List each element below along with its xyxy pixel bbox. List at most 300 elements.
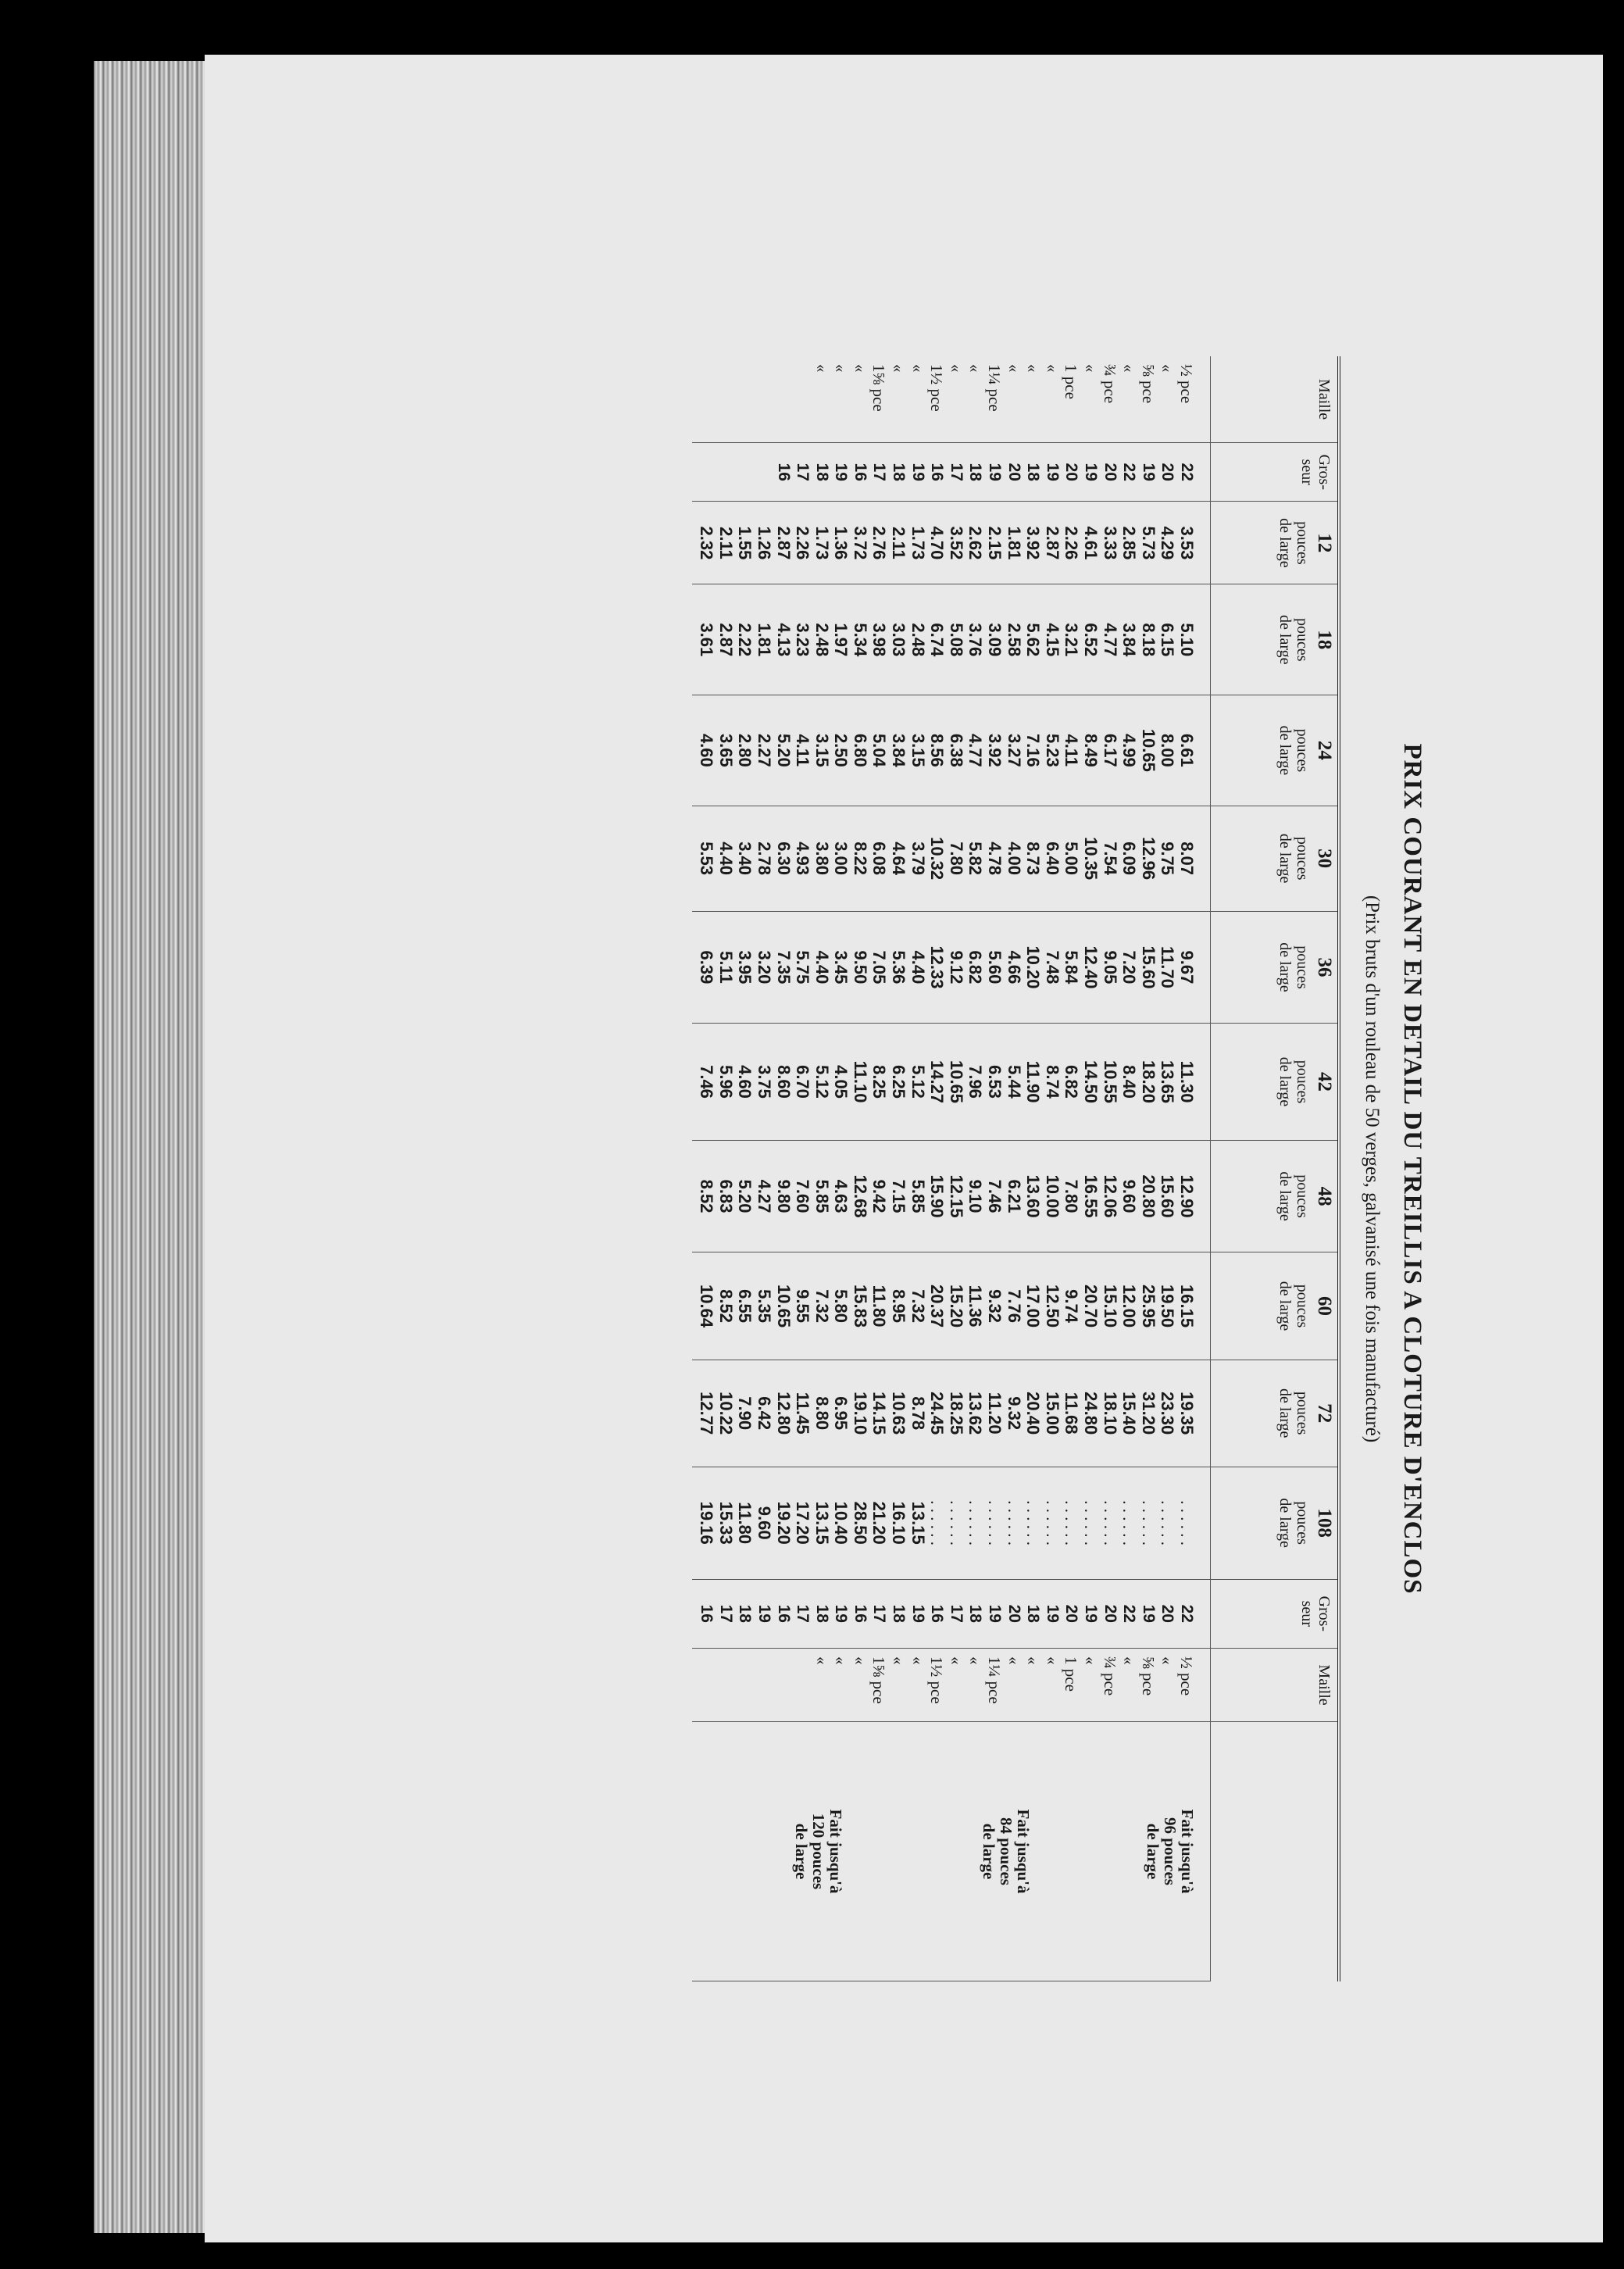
price-cell: . . . . . .: [1062, 1500, 1081, 1546]
price-cell: 5.10: [1177, 623, 1197, 657]
price-cell: 12.50: [1042, 1285, 1062, 1328]
price-cell: 2.26: [793, 526, 813, 560]
price-cell: 19.35: [1177, 1392, 1197, 1435]
price-cell: 20.70: [1081, 1285, 1101, 1328]
price-cell: 4.77: [965, 733, 986, 767]
price-cell: 8.95: [889, 1289, 909, 1323]
price-cell: 4.29: [1158, 526, 1178, 560]
price-cell: 9.10: [965, 1179, 986, 1213]
price-cell: 15.90: [927, 1174, 948, 1218]
price-cell: 5.82: [965, 841, 986, 876]
price-cell: 28.50: [850, 1501, 870, 1545]
price-cell: 2.32: [697, 526, 717, 560]
price-cell: 9.05: [1100, 950, 1120, 984]
price-cell: 3.92: [985, 733, 1005, 767]
header-grosseur: Gros- seur: [1211, 443, 1340, 502]
gauge-cell: 17: [794, 463, 812, 481]
price-cell: . . . . . .: [946, 1500, 965, 1546]
header-maille-right: Maille: [1211, 1649, 1340, 1722]
price-cell: 9.50: [850, 950, 870, 984]
price-cell: 3.03: [889, 623, 909, 657]
price-cell: 7.32: [908, 1289, 928, 1323]
price-cell: 6.38: [946, 733, 966, 767]
price-cell: 8.52: [716, 1289, 736, 1323]
mesh-cell: ½ pce: [1177, 1656, 1196, 1696]
header-width-12: [1211, 502, 1340, 584]
price-cell: 5.73: [1138, 526, 1158, 560]
price-cell: 18.10: [1100, 1392, 1120, 1435]
mesh-cell: «: [1023, 364, 1043, 373]
price-cell: 2.80: [735, 733, 755, 767]
header-width-number: 24: [1314, 740, 1335, 760]
header-width-label: pouces de large: [1276, 1498, 1311, 1548]
price-cell: 9.60: [1119, 1179, 1140, 1213]
price-cell: 7.05: [869, 950, 890, 984]
gauge-cell: 20: [1158, 463, 1177, 481]
price-cell: 8.60: [773, 1065, 794, 1099]
price-cell: 15.40: [1119, 1392, 1140, 1435]
mesh-cell: «: [1158, 1656, 1177, 1665]
gauge-cell: 19: [908, 1604, 927, 1623]
price-cell: 6.21: [1004, 1179, 1024, 1213]
price-column-108: [692, 1467, 1211, 1579]
gauge-cell: 18: [890, 1604, 908, 1623]
price-cell: 1.73: [812, 526, 832, 560]
price-cell: 6.42: [754, 1396, 774, 1431]
book-page-edges: [94, 61, 211, 2233]
mesh-cell: «: [1119, 364, 1139, 373]
price-cell: 9.12: [946, 950, 966, 984]
price-cell: 11.36: [965, 1285, 986, 1327]
price-cell: 6.82: [965, 950, 986, 984]
price-cell: 14.15: [869, 1392, 890, 1435]
price-cell: 13.15: [908, 1501, 928, 1545]
mesh-cell: «: [965, 1656, 985, 1665]
price-cell: 12.77: [697, 1392, 717, 1435]
price-cell: 7.80: [946, 841, 966, 876]
price-cell: 9.74: [1062, 1289, 1082, 1323]
header-maille: Maille: [1211, 356, 1340, 443]
mesh-cell: 1 pce: [1062, 1656, 1081, 1692]
price-cell: 13.15: [812, 1501, 832, 1545]
price-cell: 12.80: [773, 1392, 794, 1435]
price-cell: 8.25: [869, 1065, 890, 1099]
gauge-cell: 19: [986, 463, 1005, 481]
mesh-cell: 1⅝ pce: [869, 364, 889, 412]
price-cell: 31.20: [1138, 1392, 1158, 1435]
price-cell: 5.04: [869, 733, 890, 767]
gauge-cell: 17: [870, 463, 889, 481]
mesh-cell: «: [1081, 1656, 1101, 1665]
header-width-label: pouces de large: [1276, 1388, 1311, 1438]
price-cell: 11.80: [869, 1285, 890, 1327]
header-width-label: pouces de large: [1276, 518, 1311, 568]
mesh-cell: «: [812, 1656, 831, 1665]
mesh-cell: «: [812, 364, 831, 373]
price-cell: 3.00: [831, 841, 851, 876]
price-cell: . . . . . .: [1042, 1500, 1062, 1546]
price-cell: 6.53: [985, 1065, 1005, 1099]
price-column-18: [692, 584, 1211, 695]
mesh-cell: «: [908, 1656, 927, 1665]
header-width-label: pouces de large: [1276, 615, 1311, 665]
mesh-cell: «: [850, 1656, 869, 1665]
price-cell: 3.23: [793, 623, 813, 657]
price-cell: 3.95: [735, 950, 755, 984]
price-cell: 3.84: [889, 733, 909, 767]
price-cell: 14.50: [1081, 1059, 1101, 1104]
price-cell: 8.49: [1081, 733, 1101, 767]
mesh-cell: «: [831, 364, 851, 373]
price-cell: 1.26: [754, 526, 774, 560]
gauge-cell: 19: [1139, 463, 1158, 481]
header-width-label: pouces de large: [1276, 1171, 1311, 1221]
width-note: Fait jusqu'à 120 pouces de large: [792, 1809, 845, 1894]
mesh-cell: ⅝ pce: [1138, 1656, 1158, 1696]
price-cell: 2.87: [1042, 526, 1062, 560]
price-cell: 23.30: [1158, 1392, 1178, 1435]
price-cell: 6.74: [927, 623, 948, 657]
gauge-cell: 19: [1043, 463, 1062, 481]
price-cell: 11.20: [985, 1392, 1005, 1435]
price-cell: 8.00: [1158, 733, 1178, 767]
mesh-cell: «: [889, 364, 908, 373]
price-cell: 12.90: [1177, 1174, 1197, 1218]
price-cell: 15.20: [946, 1285, 966, 1328]
price-cell: 2.11: [716, 527, 736, 559]
price-cell: 3.20: [754, 950, 774, 984]
price-cell: 7.35: [773, 950, 794, 984]
price-cell: 17.20: [793, 1501, 813, 1545]
price-cell: 8.74: [1042, 1065, 1062, 1099]
price-cell: 4.05: [831, 1065, 851, 1099]
mesh-cell: 1¼ pce: [985, 364, 1005, 412]
price-cell: 7.46: [985, 1179, 1005, 1213]
header-width-30: [1211, 806, 1340, 911]
price-cell: 4.61: [1081, 526, 1101, 560]
price-cell: 15.33: [716, 1501, 736, 1545]
mesh-cell: «: [1042, 1656, 1062, 1665]
price-cell: 4.70: [927, 526, 948, 560]
price-cell: 2.76: [869, 526, 890, 560]
mesh-cell: «: [1119, 1656, 1139, 1665]
price-cell: 13.60: [1023, 1174, 1044, 1218]
gauge-cell: 18: [966, 463, 985, 481]
price-cell: 4.64: [889, 841, 909, 876]
price-cell: 6.08: [869, 841, 890, 876]
gauge-cell: 17: [947, 463, 965, 481]
price-cell: 2.15: [985, 526, 1005, 560]
price-cell: 10.65: [1138, 728, 1158, 772]
price-cell: . . . . . .: [1177, 1500, 1196, 1546]
price-cell: . . . . . .: [1119, 1500, 1139, 1546]
mesh-cell: «: [1081, 364, 1101, 373]
gauge-cell: 19: [832, 1604, 851, 1623]
price-cell: 2.87: [773, 526, 794, 560]
price-cell: 8.18: [1138, 623, 1158, 657]
header-width-number: 42: [1314, 1072, 1335, 1092]
price-cell: 5.85: [812, 1179, 832, 1213]
price-cell: 9.67: [1177, 950, 1197, 984]
price-cell: . . . . . .: [1023, 1500, 1043, 1546]
header-width-48: [1211, 1140, 1340, 1252]
price-cell: 4.27: [754, 1179, 774, 1213]
price-cell: 20.37: [927, 1285, 948, 1328]
header-width-number: 48: [1314, 1186, 1335, 1206]
price-cell: 18.25: [946, 1392, 966, 1435]
gauge-cell: 19: [1139, 1604, 1158, 1623]
price-cell: 4.40: [908, 950, 928, 984]
price-column-30: [692, 806, 1211, 911]
header-row: [1211, 356, 1340, 1981]
price-cell: 15.00: [1042, 1392, 1062, 1435]
price-cell: 18.20: [1138, 1059, 1158, 1104]
price-cell: 11.70: [1158, 946, 1178, 988]
mesh-cell: «: [965, 364, 985, 373]
price-cell: 11.10: [850, 1060, 870, 1103]
mesh-cell: «: [1004, 1656, 1023, 1665]
price-cell: . . . . . .: [1081, 1500, 1101, 1546]
price-cell: 10.55: [1100, 1059, 1120, 1104]
price-cell: 3.53: [1177, 526, 1197, 560]
notes-column: [692, 1722, 1211, 1981]
price-cell: 5.62: [1023, 623, 1044, 657]
mesh-cell: ¾ pce: [1100, 1656, 1119, 1696]
price-cell: 2.11: [889, 527, 909, 559]
price-cell: 3.65: [716, 733, 736, 767]
gauge-cell: 20: [1101, 463, 1119, 481]
mesh-cell: 1¼ pce: [985, 1656, 1005, 1704]
price-cell: . . . . . .: [1004, 1500, 1023, 1546]
price-cell: 4.11: [1062, 734, 1082, 767]
price-cell: 9.32: [1004, 1396, 1024, 1431]
price-cell: 6.82: [1062, 1065, 1082, 1099]
price-cell: . . . . . .: [985, 1500, 1005, 1546]
price-cell: 19.16: [697, 1501, 717, 1545]
mesh-cell: ½ pce: [1177, 364, 1196, 404]
price-cell: 11.90: [1023, 1060, 1044, 1103]
rotated-table-container: [489, 356, 1426, 1981]
price-cell: 9.60: [754, 1506, 774, 1540]
header-grosseur-right: Gros- seur: [1211, 1579, 1340, 1648]
header-width-42: [1211, 1024, 1340, 1140]
mesh-cell: 1 pce: [1062, 364, 1081, 399]
gauge-cell: 16: [774, 1604, 793, 1623]
mesh-cell: «: [946, 1656, 965, 1665]
header-width-24: [1211, 695, 1340, 806]
gauge-cell: 17: [947, 1604, 965, 1623]
gauge-cell: 16: [851, 463, 869, 481]
price-cell: 6.83: [716, 1179, 736, 1213]
price-cell: 9.42: [869, 1179, 890, 1213]
price-cell: 4.78: [985, 841, 1005, 876]
price-cell: 6.17: [1100, 733, 1120, 767]
price-cell: 1.55: [735, 526, 755, 560]
price-cell: . . . . . .: [1158, 1500, 1177, 1546]
price-cell: 5.96: [716, 1065, 736, 1099]
price-cell: 3.72: [850, 526, 870, 560]
price-cell: 4.40: [716, 841, 736, 876]
price-cell: 10.00: [1042, 1174, 1062, 1218]
price-column-24: [692, 695, 1211, 806]
price-cell: 6.39: [697, 950, 717, 984]
price-cell: 6.52: [1081, 623, 1101, 657]
mesh-cell: «: [908, 364, 927, 373]
price-cell: 20.80: [1138, 1174, 1158, 1218]
price-cell: 6.61: [1177, 733, 1197, 767]
header-width-label: pouces de large: [1276, 833, 1311, 884]
price-column-36: [692, 911, 1211, 1024]
price-cell: 12.33: [927, 945, 948, 989]
price-cell: 12.06: [1100, 1174, 1120, 1218]
price-cell: 11.80: [735, 1502, 755, 1545]
price-cell: 3.21: [1062, 623, 1082, 657]
price-cell: 4.40: [812, 950, 832, 984]
price-cell: 19.50: [1158, 1285, 1178, 1328]
gauge-cell: 20: [1062, 1604, 1081, 1623]
price-cell: 2.48: [908, 623, 928, 657]
price-cell: 3.45: [831, 950, 851, 984]
mesh-cell: «: [946, 364, 965, 373]
price-cell: 5.20: [735, 1179, 755, 1213]
price-cell: 5.80: [831, 1289, 851, 1323]
gauge-cell: 18: [812, 463, 831, 481]
price-cell: 10.65: [946, 1059, 966, 1104]
price-cell: 12.00: [1119, 1285, 1140, 1328]
price-cell: 4.15: [1042, 623, 1062, 657]
mesh-cell: «: [1158, 364, 1177, 373]
gauge-cell: 17: [870, 1604, 889, 1623]
price-cell: 5.20: [773, 733, 794, 767]
price-cell: 8.07: [1177, 841, 1197, 876]
gauge-cell: 18: [966, 1604, 985, 1623]
price-cell: 3.92: [1023, 526, 1044, 560]
header-width-label: pouces de large: [1276, 1281, 1311, 1331]
price-cell: 6.09: [1119, 841, 1140, 876]
price-cell: 12.68: [850, 1174, 870, 1218]
price-cell: 4.77: [1100, 623, 1120, 657]
price-cell: 15.60: [1158, 1174, 1178, 1218]
price-cell: 16.10: [889, 1501, 909, 1545]
price-cell: 5.85: [908, 1179, 928, 1213]
price-cell: 3.75: [754, 1065, 774, 1099]
gauge-cell: 22: [1120, 463, 1139, 481]
gauge-cell: 20: [1062, 463, 1081, 481]
price-cell: 7.54: [1100, 841, 1120, 876]
price-cell: 24.80: [1081, 1392, 1101, 1435]
gauge-cell: 19: [1082, 1604, 1101, 1623]
price-cell: 7.80: [1062, 1179, 1082, 1213]
header-notes: [1211, 1722, 1340, 1981]
gauge-cell: 22: [1178, 1604, 1196, 1623]
price-cell: 10.35: [1081, 837, 1101, 881]
price-cell: 25.95: [1138, 1285, 1158, 1328]
price-cell: 2.78: [754, 841, 774, 876]
document-title: PRIX COURANT EN DETAIL DU TREILLIS A CLOTURE D'ENCLOS: [1398, 743, 1426, 1595]
gauge-cell: 19: [1082, 463, 1101, 481]
price-cell: 2.27: [754, 733, 774, 767]
price-cell: 2.62: [965, 526, 986, 560]
gauge-cell: 22: [1178, 463, 1196, 481]
price-cell: 5.11: [716, 951, 736, 984]
price-cell: 7.60: [793, 1179, 813, 1213]
gauge-cell: 19: [832, 463, 851, 481]
gauge-cell: 17: [716, 1604, 735, 1623]
price-cell: 7.20: [1119, 950, 1140, 984]
price-cell: 3.79: [908, 841, 928, 876]
mesh-cell: «: [850, 364, 869, 373]
price-cell: . . . . . .: [1100, 1500, 1119, 1546]
price-cell: 4.63: [831, 1179, 851, 1213]
gauge-cell: 16: [698, 1604, 716, 1623]
price-cell: 2.50: [831, 733, 851, 767]
gauge-cell: 17: [794, 1604, 812, 1623]
price-column-42: [692, 1024, 1211, 1140]
price-cell: 7.16: [1023, 733, 1044, 767]
price-column-72: [692, 1360, 1211, 1467]
price-cell: 3.15: [908, 733, 928, 767]
price-cell: 21.20: [869, 1501, 890, 1545]
gauge-cell: 16: [851, 1604, 869, 1623]
mesh-column: [692, 356, 1211, 443]
price-cell: 19.20: [773, 1501, 794, 1545]
price-cell: 6.95: [831, 1396, 851, 1431]
price-cell: 15.60: [1138, 945, 1158, 989]
header-width-label: pouces de large: [1276, 725, 1311, 776]
price-cell: 5.08: [946, 623, 966, 657]
price-cell: 4.60: [697, 733, 717, 767]
price-cell: 10.20: [1023, 945, 1044, 989]
gauge-cell: 19: [908, 463, 927, 481]
price-cell: 24.45: [927, 1392, 948, 1435]
header-width-label: pouces de large: [1276, 1056, 1311, 1107]
gauge-column-right: [692, 1579, 1211, 1648]
price-cell: 1.97: [831, 623, 851, 657]
price-cell: 8.56: [927, 733, 948, 767]
header-width-number: 36: [1314, 957, 1335, 977]
price-cell: 5.60: [985, 950, 1005, 984]
price-cell: 7.76: [1004, 1289, 1024, 1323]
gauge-cell: 16: [928, 1604, 947, 1623]
price-cell: 13.65: [1158, 1059, 1178, 1104]
price-column-48: [692, 1140, 1211, 1252]
price-cell: 8.73: [1023, 841, 1044, 876]
price-cell: 10.22: [716, 1392, 736, 1435]
gauge-cell: 16: [928, 463, 947, 481]
price-cell: 8.78: [908, 1396, 928, 1431]
price-cell: 12.96: [1138, 837, 1158, 881]
price-cell: . . . . . .: [965, 1500, 985, 1546]
price-cell: 16.15: [1177, 1285, 1197, 1328]
price-cell: 5.84: [1062, 950, 1082, 984]
price-cell: 10.65: [773, 1285, 794, 1328]
price-cell: 12.15: [946, 1174, 966, 1218]
mesh-cell: «: [889, 1656, 908, 1665]
price-cell: 4.13: [773, 623, 794, 657]
price-cell: 2.22: [735, 623, 755, 657]
mesh-cell: ⅝ pce: [1138, 364, 1158, 404]
price-cell: 11.45: [793, 1392, 813, 1435]
header-width-number: 72: [1314, 1403, 1335, 1424]
price-cell: 2.58: [1004, 623, 1024, 657]
table-body-row: [692, 356, 1211, 1981]
price-cell: 14.27: [927, 1059, 948, 1104]
mesh-cell: ¾ pce: [1100, 364, 1119, 404]
price-cell: 19.10: [850, 1392, 870, 1435]
gauge-cell: 20: [1005, 463, 1023, 481]
price-cell: 5.75: [793, 950, 813, 984]
header-width-label: pouces de large: [1276, 942, 1311, 992]
